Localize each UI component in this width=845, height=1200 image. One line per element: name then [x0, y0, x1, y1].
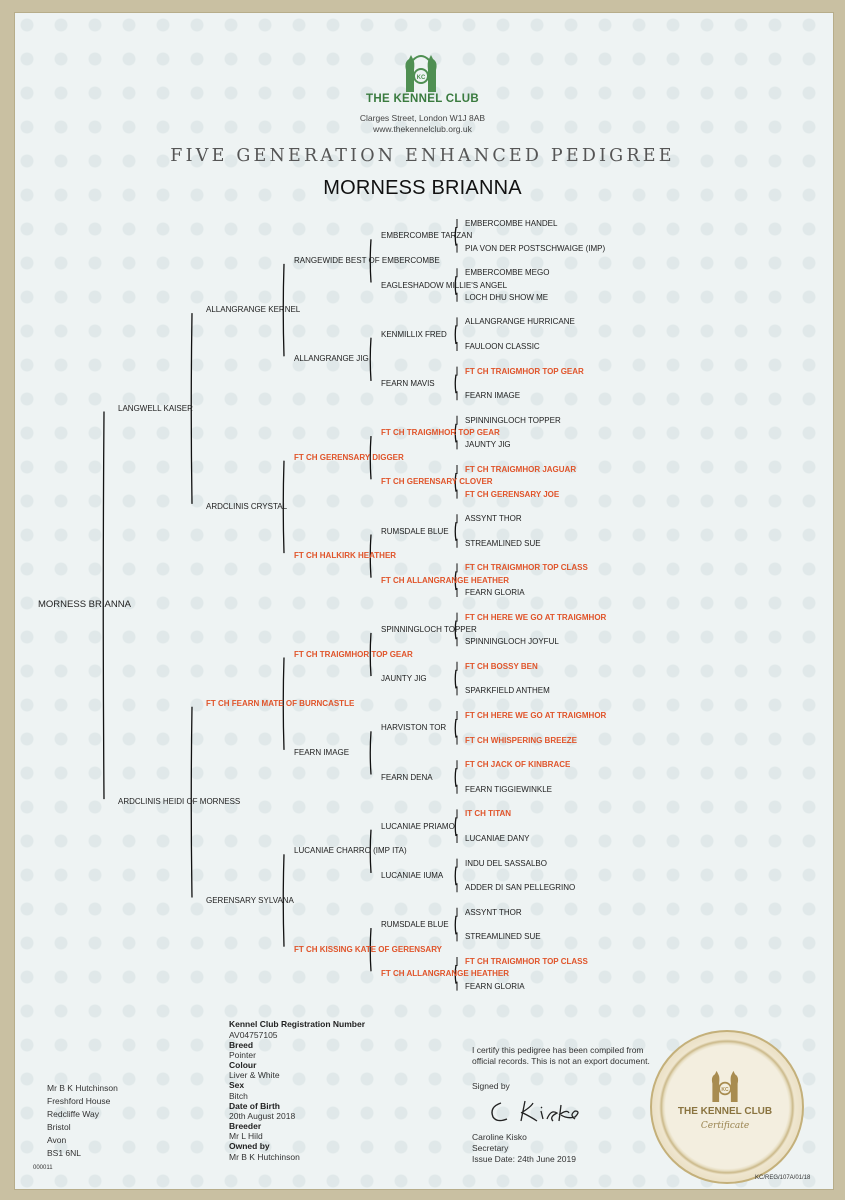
sex-label: Sex — [229, 1080, 245, 1090]
pedigree-line — [455, 916, 456, 935]
owner-address-line: BS1 6NL — [47, 1148, 82, 1158]
kennel-club-address: Clarges Street, London W1J 8AB — [359, 113, 486, 123]
owner-address-line: Bristol — [47, 1122, 71, 1132]
pedigree-gen5-name: JAUNTY JIG — [465, 440, 511, 450]
pedigree-gen3-name: RANGEWIDE BEST OF EMBERCOMBE — [294, 255, 440, 265]
serial-number: 000011 — [33, 1165, 53, 1171]
pedigree-line — [370, 338, 371, 381]
pedigree-gen5-name: FT CH HERE WE GO AT TRAIGMHOR — [465, 612, 607, 622]
pedigree-gen3-name: FT CH GERENSARY DIGGER — [294, 452, 404, 462]
pedigree-gen5-name: FEARN TIGGIEWINKLE — [465, 784, 552, 794]
pedigree-gen4-name: FEARN MAVIS — [381, 378, 435, 388]
pedigree-gen5-name: SPINNINGLOCH JOYFUL — [465, 637, 559, 647]
document-title: FIVE GENERATION ENHANCED PEDIGREE — [170, 146, 675, 166]
dog-name-title: MORNESS BRIANNA — [323, 177, 522, 199]
pedigree-gen5-name: PIA VON DER POSTSCHWAIGE (IMP) — [465, 243, 606, 253]
pedigree-gen5-name: ASSYNT THOR — [465, 907, 522, 917]
owner-label: Owned by — [229, 1141, 270, 1151]
dob-label: Date of Birth — [229, 1101, 280, 1111]
pedigree-dam: ARDCLINIS HEIDI OF MORNESS — [118, 797, 241, 807]
pedigree-gen5-name: FT CH JACK OF KINBRACE — [465, 760, 571, 770]
pedigree-gen5-name: FT CH HERE WE GO AT TRAIGMHOR — [465, 711, 607, 720]
dob-value: 20th August 2018 — [229, 1111, 296, 1121]
pedigree-gen5-name: SPARKFIELD ANTHEM — [465, 686, 550, 696]
pedigree-gen5-name: LUCANIAE DANY — [465, 834, 530, 843]
seal-certificate-label: Certificate — [700, 1121, 750, 1131]
pedigree-gen5-name: FEARN GLORIA — [465, 588, 525, 597]
pedigree-gen5-name: FT CH GERENSARY JOE — [465, 489, 560, 499]
pedigree-line — [455, 375, 456, 394]
pedigree-line — [455, 522, 456, 541]
colour-value: Liver & White — [229, 1070, 280, 1080]
owner-address-line: Freshford House — [47, 1096, 111, 1106]
issue-date: Issue Date: 24th June 2019 — [472, 1154, 576, 1164]
pedigree-gen4-name: FT CH TRAIGMHOR TOP GEAR — [381, 428, 500, 438]
certification-text: I certify this pedigree has been compiled from — [472, 1045, 644, 1055]
pedigree-gen5-name: FAULOON CLASSIC — [465, 342, 540, 351]
pedigree-gen5-name: FEARN IMAGE — [465, 391, 521, 401]
pedigree-gen5-name: ADDER DI SAN PELLEGRINO — [465, 883, 576, 893]
kennel-club-website: www.thekennelclub.org.uk — [373, 124, 472, 134]
pedigree-gen3-name: ALLANGRANGE JIG — [294, 354, 369, 364]
pedigree-gen2-name: ARDCLINIS CRYSTAL — [206, 501, 288, 511]
pedigree-gen2-name: FT CH FEARN MATE OF BURNCASTLE — [206, 698, 355, 708]
signature — [487, 1097, 582, 1125]
pedigree-gen4-name: FEARN DENA — [381, 772, 433, 782]
svg-text:KC: KC — [416, 75, 426, 81]
pedigree-line — [455, 719, 456, 738]
pedigree-gen5-name: FT CH TRAIGMHOR TOP CLASS — [465, 957, 588, 966]
signed-by-label: Signed by — [472, 1081, 510, 1091]
pedigree-gen5-name: SPINNINGLOCH TOPPER — [465, 415, 561, 425]
pedigree-gen4-name: LUCANIAE PRIAMO — [381, 821, 455, 831]
certification-text: official records. This is not an export document. — [472, 1056, 650, 1066]
pedigree-gen4-name: SPINNINGLOCH TOPPER — [381, 624, 477, 634]
seal-logo-icon — [704, 1068, 746, 1104]
pedigree-gen4-name: FT CH ALLANGRANGE HEATHER — [381, 969, 509, 979]
colour-label: Colour — [229, 1060, 257, 1070]
pedigree-gen3-name: LUCANIAE CHARRO (IMP ITA) — [294, 846, 407, 856]
svg-text:KC: KC — [721, 1087, 729, 1094]
seal-org-name: THE KENNEL CLUB — [677, 1106, 773, 1117]
pedigree-gen4-name: RUMSDALE BLUE — [381, 526, 449, 536]
pedigree-gen4-name: HARVISTON TOR — [381, 723, 447, 733]
pedigree-gen4-name: JAUNTY JIG — [381, 674, 427, 684]
pedigree-gen4-name: LUCANIAE IUMA — [381, 870, 444, 880]
owner-address-line: Avon — [47, 1135, 67, 1145]
pedigree-gen4-name: KENMILLIX FRED — [381, 329, 447, 339]
pedigree-gen4-name: RUMSDALE BLUE — [381, 920, 449, 930]
form-reference: KC/REG/107A/01/18 — [755, 1175, 811, 1181]
pedigree-line — [455, 670, 456, 689]
pedigree-line — [455, 768, 456, 787]
kennel-club-name: THE KENNEL CLUB — [366, 93, 479, 105]
pedigree-gen5-name: INDU DEL SASSALBO — [465, 858, 547, 868]
pedigree-gen5-name: IT CH TITAN — [465, 809, 512, 819]
pedigree-gen4-name: FT CH GERENSARY CLOVER — [381, 477, 493, 487]
sex-value: Bitch — [229, 1091, 248, 1101]
pedigree-gen3-name: FT CH HALKIRK HEATHER — [294, 551, 397, 561]
pedigree-gen5-name: STREAMLINED SUE — [465, 932, 541, 942]
breed-value: Pointer — [229, 1050, 256, 1060]
owner-value: Mr B K Hutchinson — [229, 1152, 300, 1162]
pedigree-gen4-name: EAGLESHADOW MILLIE'S ANGEL — [381, 280, 508, 290]
signatory-title: Secretary — [472, 1143, 509, 1153]
breeder-label: Breeder — [229, 1121, 262, 1131]
pedigree-gen5-name: STREAMLINED SUE — [465, 538, 541, 548]
pedigree-gen2-name: ALLANGRANGE KERNEL — [206, 305, 301, 315]
pedigree-gen5-name: FT CH TRAIGMHOR JAGUAR — [465, 465, 577, 474]
pedigree-subject: MORNESS BRIANNA — [38, 599, 131, 611]
registration-number: AV04757105 — [229, 1030, 278, 1040]
breed-label: Breed — [229, 1040, 254, 1050]
pedigree-gen5-name: LOCH DHU SHOW ME — [465, 292, 549, 302]
pedigree-line — [455, 817, 456, 836]
pedigree-sire: LANGWELL KAISER — [118, 403, 193, 413]
breeder-value: Mr L Hild — [229, 1131, 263, 1141]
pedigree-gen3-name: FT CH KISSING KATE OF GERENSARY — [294, 944, 443, 954]
pedigree-line — [455, 867, 456, 886]
pedigree-gen5-name: ALLANGRANGE HURRICANE — [465, 317, 575, 327]
pedigree-gen3-name: FT CH TRAIGMHOR TOP GEAR — [294, 649, 413, 659]
pedigree-line — [455, 325, 456, 344]
pedigree-gen4-name: EMBERCOMBE TARZAN — [381, 231, 473, 241]
pedigree-gen5-name: FT CH TRAIGMHOR TOP GEAR — [465, 366, 584, 376]
pedigree-gen5-name: FT CH TRAIGMHOR TOP CLASS — [465, 563, 588, 573]
pedigree-gen5-name: EMBERCOMBE MEGO — [465, 268, 550, 278]
pedigree-gen5-name: FT CH BOSSY BEN — [465, 661, 538, 671]
pedigree-line — [370, 731, 371, 774]
pedigree-gen5-name: FEARN GLORIA — [465, 981, 525, 991]
registration-number-label: Kennel Club Registration Number — [229, 1019, 366, 1029]
signatory-name: Caroline Kisko — [472, 1132, 527, 1142]
pedigree-gen5-name: EMBERCOMBE HANDEL — [465, 219, 558, 228]
pedigree-gen5-name: FT CH WHISPERING BREEZE — [465, 735, 578, 745]
owner-address-line: Redcliffe Way — [47, 1109, 99, 1119]
pedigree-gen5-name: ASSYNT THOR — [465, 514, 522, 524]
owner-address-line: Mr B K Hutchinson — [47, 1083, 118, 1093]
pedigree-gen2-name: GERENSARY SYLVANA — [206, 895, 294, 905]
pedigree-gen4-name: FT CH ALLANGRANGE HEATHER — [381, 575, 509, 585]
pedigree-gen3-name: FEARN IMAGE — [294, 747, 350, 757]
